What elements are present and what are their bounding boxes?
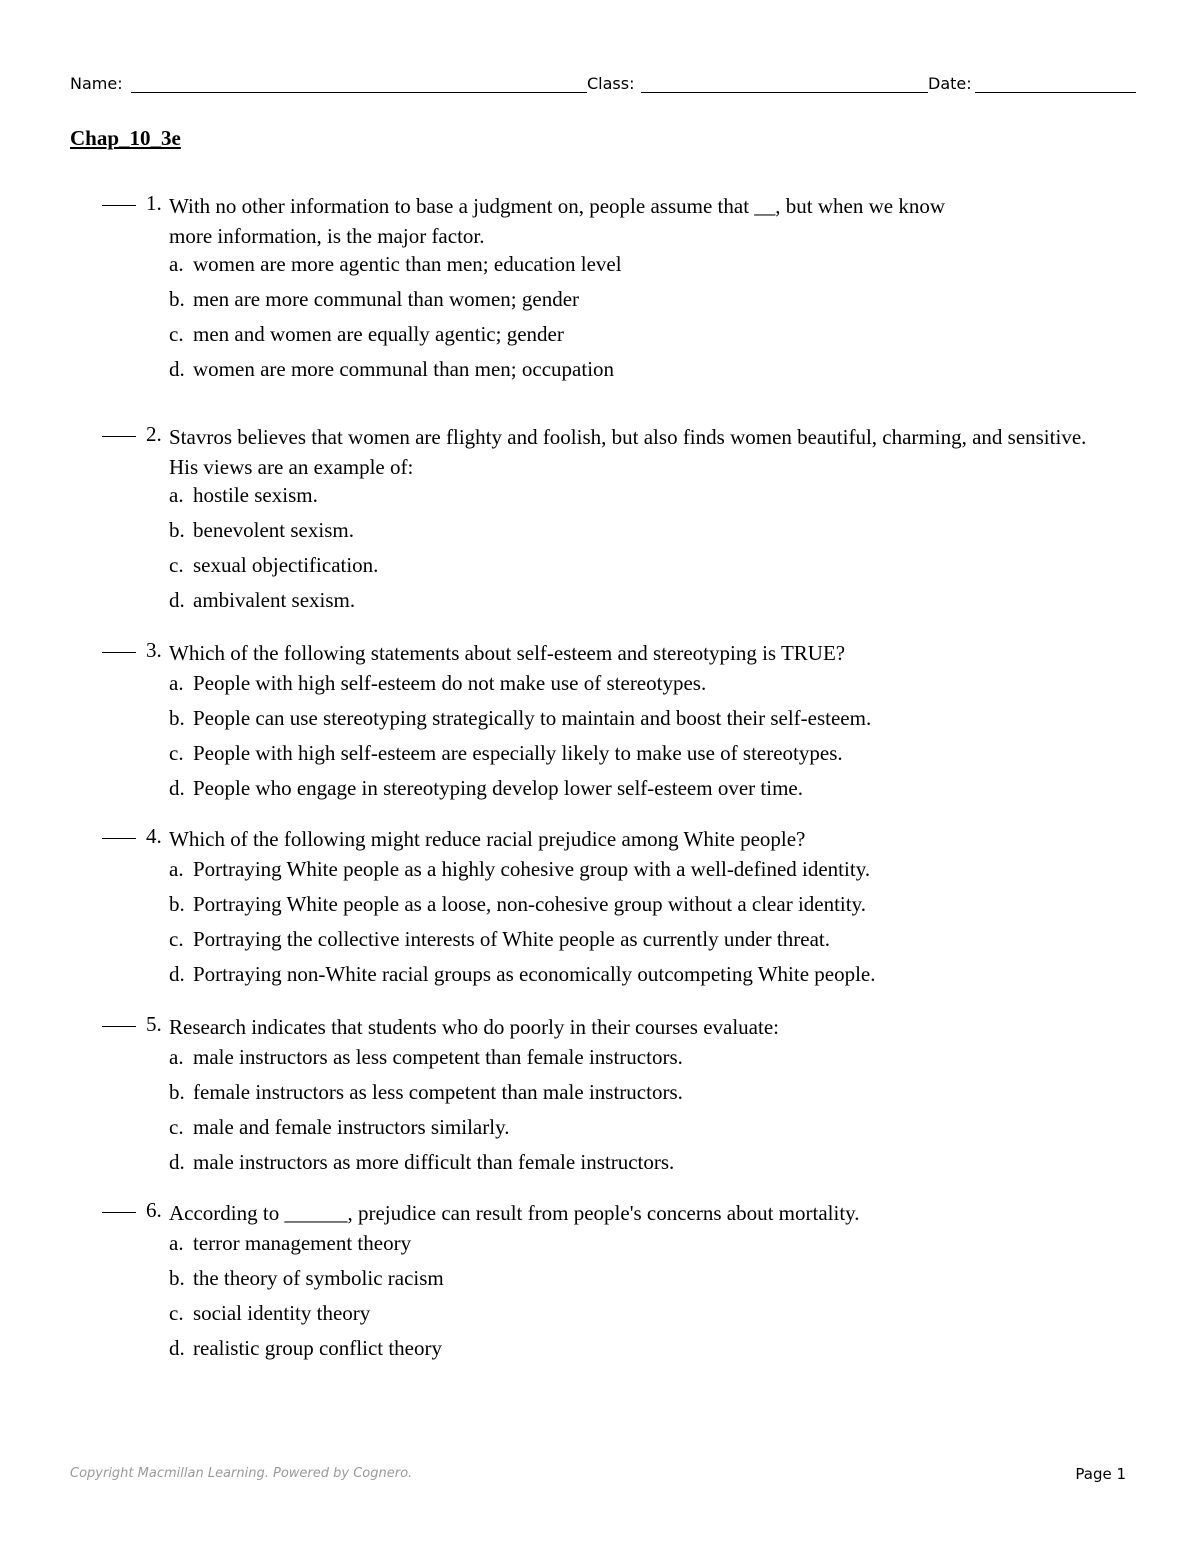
option-text: the theory of symbolic racism [193,1266,444,1290]
option-text: People with high self-esteem are especially likely to make use of stereotypes. [193,741,843,765]
question-stem [169,422,1129,482]
option-text: Portraying White people as a loose, non-cohesive group without a clear identity. [193,892,866,916]
option-text: women are more communal than men; occupation [193,357,615,381]
option-text: men are more communal than women; gender [193,287,580,311]
stem-line: Which of the following statements about self-esteem and stereotyping is TRUE? [169,641,846,665]
option-text: women are more agentic than men; education level [193,252,622,276]
option-b [169,1080,683,1105]
question-number: 2. [146,422,162,446]
option-letter: b. [169,706,185,730]
answer-blank[interactable] [102,436,136,437]
question-stem [169,824,1129,854]
option-letter: a. [169,483,184,507]
option-letter: a. [169,252,184,276]
option-text: People who engage in stereotyping develop lower self-esteem over time. [193,776,803,800]
option-text: Portraying non-White racial groups as economically outcompeting White people. [193,962,876,986]
option-letter: c. [169,1115,184,1139]
answer-blank[interactable] [102,205,136,206]
option-c [169,741,843,766]
page-number: Page 1 [1075,1465,1126,1483]
question-stem [169,191,1129,251]
option-a [169,671,706,696]
name-field[interactable] [131,92,587,93]
question-stem [169,1012,1129,1042]
option-text: People can use stereotyping strategically to maintain and boost their self-esteem. [193,706,872,730]
option-b [169,518,354,543]
option-text: Portraying White people as a highly cohesive group with a well-defined identity. [193,857,871,881]
option-letter: d. [169,357,185,381]
answer-blank[interactable] [102,1026,136,1027]
option-text: hostile sexism. [193,483,318,507]
option-text: male instructors as more difficult than female instructors. [193,1150,675,1174]
option-letter: b. [169,1080,185,1104]
option-text: benevolent sexism. [193,518,354,542]
option-letter: c. [169,322,184,346]
name-label: Name: [70,74,123,93]
option-a [169,252,622,277]
option-text: terror management theory [193,1231,412,1255]
option-a [169,1045,683,1070]
stem-line: Stavros believes that women are flighty and foolish, but also finds women beautiful, charming, and sensitive. [169,425,1087,449]
question-number: 3. [146,638,162,662]
option-d [169,357,614,382]
option-b [169,706,871,731]
option-text: People with high self-esteem do not make use of stereotypes. [193,671,707,695]
stem-line: Research indicates that students who do poorly in their courses evaluate: [169,1015,779,1039]
option-letter: d. [169,1336,185,1360]
option-letter: c. [169,1301,184,1325]
option-c [169,927,830,952]
class-label: Class: [587,74,635,93]
page-title: Chap_10_3e [70,126,181,150]
option-a [169,1231,411,1256]
option-d [169,1150,674,1175]
stem-line: more information, is the major factor. [169,224,485,248]
option-letter: c. [169,927,184,951]
option-letter: b. [169,287,185,311]
copyright-notice: Copyright Macmillan Learning. Powered by Cognero. [70,1466,413,1481]
option-d [169,776,803,801]
option-c [169,322,564,347]
stem-line: Which of the following might reduce racial prejudice among White people? [169,827,806,851]
stem-line: With no other information to base a judgment on, people assume that __, but when we know [169,194,945,218]
option-d [169,588,355,613]
option-text: female instructors as less competent than male instructors. [193,1080,683,1104]
option-text: men and women are equally agentic; gender [193,322,564,346]
option-letter: c. [169,553,184,577]
option-a [169,857,870,882]
option-text: social identity theory [193,1301,371,1325]
answer-blank[interactable] [102,838,136,839]
stem-line: His views are an example of: [169,455,414,479]
option-letter: b. [169,1266,185,1290]
option-letter: b. [169,518,185,542]
option-letter: a. [169,1045,184,1069]
option-b [169,1266,444,1291]
date-field[interactable] [975,92,1136,93]
date-label: Date: [928,74,972,93]
stem-line: According to ______, prejudice can result from people's concerns about mortality. [169,1201,860,1225]
option-letter: a. [169,1231,184,1255]
option-c [169,1115,509,1140]
option-letter: a. [169,857,184,881]
header [70,70,1136,98]
option-letter: b. [169,892,185,916]
question-number: 4. [146,824,162,848]
option-b [169,892,866,917]
option-text: Portraying the collective interests of White people as currently under threat. [193,927,830,951]
option-letter: c. [169,741,184,765]
question-stem [169,638,1129,668]
question-number: 6. [146,1198,162,1222]
option-letter: d. [169,588,185,612]
class-field[interactable] [641,92,928,93]
option-letter: a. [169,671,184,695]
option-letter: d. [169,962,185,986]
option-letter: d. [169,776,185,800]
option-text: ambivalent sexism. [193,588,356,612]
option-letter: d. [169,1150,185,1174]
option-d [169,1336,442,1361]
option-text: male instructors as less competent than female instructors. [193,1045,683,1069]
answer-blank[interactable] [102,652,136,653]
option-a [169,483,318,508]
option-text: male and female instructors similarly. [193,1115,510,1139]
option-text: sexual objectification. [193,553,379,577]
question-number: 5. [146,1012,162,1036]
option-c [169,553,378,578]
option-c [169,1301,370,1326]
question-stem [169,1198,1129,1228]
answer-blank[interactable] [102,1212,136,1213]
question-number: 1. [146,191,162,215]
option-b [169,287,579,312]
option-text: realistic group conflict theory [193,1336,442,1360]
option-d [169,962,876,987]
